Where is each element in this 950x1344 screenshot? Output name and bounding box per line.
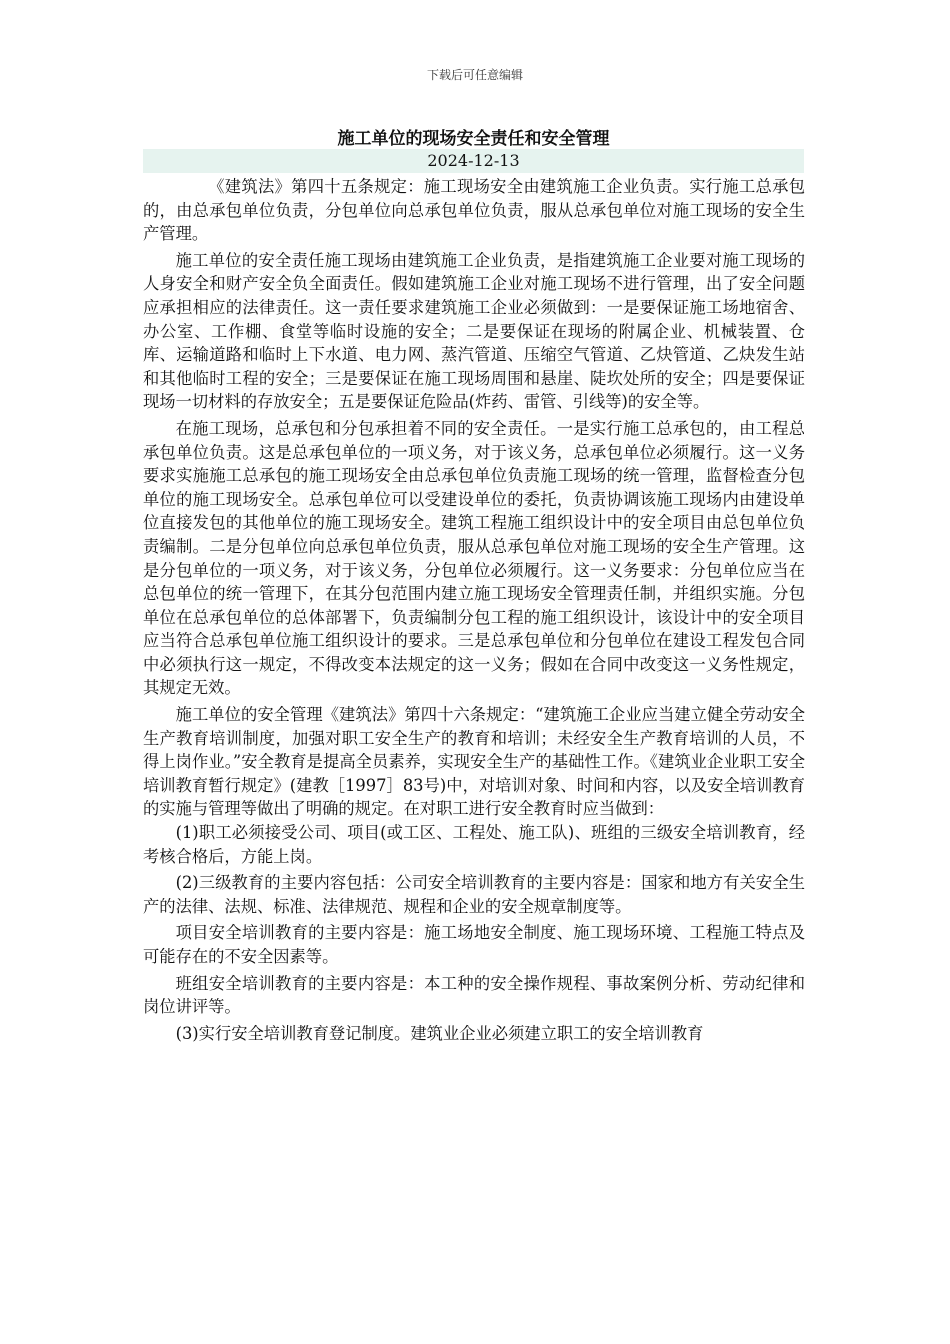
paragraph: 在施工现场，总承包和分包承担着不同的安全责任。一是实行施工总承包的，由工程总承包单位负责。这是总承包单位的一项义务，对于该义务，总承包单位必须履行。这一义务要求实施施工总承包的施工现场安全由总承包单位负责施工现场的统一管理，监督检查分包单位的施工现场安全。总承包单位可以受建设单位的委托，负责协调该施工现场内由建设单位直接发包的其他单位的施工现场安全。建筑工程施工组织设计中的安全项目由总包单位负责编制。二是分包单位向总承包单位负责，服从总承包单位对施工现场的安全生产管理。这是分包单位的一项义务，对于该义务，分包单位必须履行。这一义务要求：分包单位应当在总包单位的统一管理下，在其分包范围内建立施工现场安全管理责任制，并组织实施。分包单位在总承包单位的总体部署下，负责编制分包工程的施工组织设计，该设计中的安全项目应当符合总承包单位施工组织设计的要求。三是总承包单位和分包单位在建设工程发包合同中必须执行这一规定，不得改变本法规定的这一义务；假如在合同中改变这一义务性规定，其规定无效。 xyxy=(143,418,805,698)
list-item: (1)职工必须接受公司、项目(或工区、工程处、施工队)、班组的三级安全培训教育，经考核合格后，方能上岗。 xyxy=(143,823,805,866)
paragraph: 施工单位的安全责任施工现场由建筑施工企业负责，是指建筑施工企业要对施工现场的人身安全和财产安全负全面责任。假如建筑施工企业对施工现场不进行管理，出了安全问题应承担相应的法律责任。这一责任要求建筑施工企业必须做到：一是要保证施工场地宿舍、办公室、工作棚、食堂等临时设施的安全；二是要保证在现场的附属企业、机械装置、仓库、运输道路和临时上下水道、电力网、蒸汽管道、压缩空气管道、乙炔管道、乙炔发生站和其他临时工程的安全；三是要保证在施工现场周围和悬崖、陡坎处所的安全；四是要保证现场一切材料的存放安全；五是要保证危险品(炸药、雷管、引线等)的安全等。 xyxy=(143,250,805,412)
paragraph: 施工单位的安全管理《建筑法》第四十六条规定：“建筑施工企业应当建立健全劳动安全生产教育培训制度，加强对职工安全生产的教育和培训；未经安全生产教育培训的人员，不得上岗作业。”安全教育是提高全员素养，实现安全生产的基础性工作。《建筑业企业职工安全培训教育暂行规定》(建教［1997］83号)中，对培训对象、时间和内容，以及安全培训教育的实施与管理等做出了明确的规定。在对职工进行安全教育时应当做到： xyxy=(143,705,805,819)
paragraph: 《建筑法》第四十五条规定：施工现场安全由建筑施工企业负责。实行施工总承包的，由总承包单位负责，分包单位向总承包单位负责，服从总承包单位对施工现场的安全生产管理。 xyxy=(143,177,805,244)
document-body xyxy=(143,175,805,1045)
document-title: 施工单位的现场安全责任和安全管理 xyxy=(337,129,610,149)
list-item: (3)实行安全培训教育登记制度。建筑业企业必须建立职工的安全培训教育 xyxy=(175,1023,704,1043)
paragraph: 项目安全培训教育的主要内容是：施工场地安全制度、施工现场环境、工程施工特点及可能存在的不安全因素等。 xyxy=(143,923,805,966)
header-note: 下载后可任意编辑 xyxy=(426,68,523,82)
list-item: (2)三级教育的主要内容包括：公司安全培训教育的主要内容是：国家和地方有关安全生产的法律、法规、标准、法律规范、规程和企业的安全规章制度等。 xyxy=(143,873,805,916)
document-date: 2024-12-13 xyxy=(143,149,804,173)
paragraph: 班组安全培训教育的主要内容是：本工种的安全操作规程、事故案例分析、劳动纪律和岗位讲评等。 xyxy=(143,973,805,1017)
